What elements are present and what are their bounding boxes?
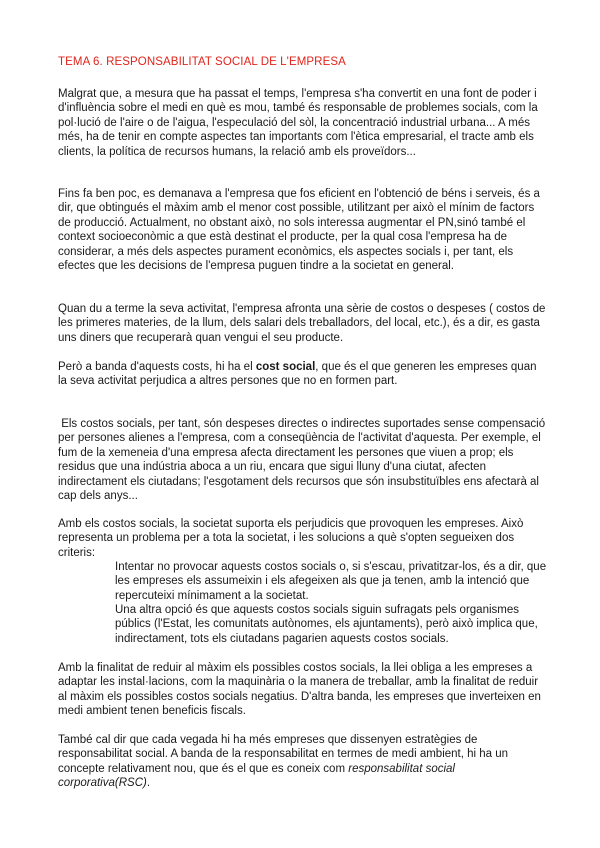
paragraph-social-cost-lead: Però a banda d'aquests costs, hi ha el [58, 361, 256, 373]
paragraph-costs: Quan du a terme la seva activitat, l'empresa afronta una sèrie de costos o despeses ( costos de les primeres materies, de la llum, dels salari dels treballadors, del local, etc.), és a dir, es gasta uns diners que recuperarà quan vengui el seu producte. [58, 303, 546, 344]
paragraph-rsc-tail: . [146, 777, 151, 790]
paragraph-social-cost [58, 360, 548, 389]
document-title: TEMA 6. RESPONSABILITAT SOCIAL DE L'EMPRESA [58, 56, 346, 68]
paragraph-law: Amb la finalitat de reduir al màxim els possibles costos socials, la llei obliga a les empreses a adaptar les instal·lacions, com la maquinària o la manera de treballar, amb la finalitat de reduir al màxim els possibles costos socials negatius. D'altra banda, les empreses que inverteixen en medi ambient tenen beneficis fiscals. [58, 662, 541, 718]
criterion-item: Una altra opció és que aquests costos socials siguin sufragats pels organismes públics (l'Estat, les comunitats autònomes, els ajuntaments), però això implica que, indirectament, tots els ciutadans pagarien aquests costos socials. [115, 604, 538, 645]
paragraph-social-cost-tail: , que és el que generen les empreses quan la seva activitat perjudica a altres persones que no en formen part. [58, 361, 537, 388]
paragraph-rsc [58, 733, 548, 791]
paragraph-intro: Malgrat que, a mesura que ha passat el temps, l'empresa s'ha convertit en una font de poder i d'influència sobre el medi en què es mou, també és responsable de problemes socials, com la pol·lució de l'aire o de l'aigua, l'especulació del sòl, la concentració industrial urbana... A més més, ha de tenir en compte aspectes tan importants com l'ètica empresarial, el tracte amb els clients, la política de recursos humans, la relació amb els proveïdors... [58, 88, 538, 158]
term-cost-social: cost social [255, 361, 316, 373]
paragraph-criteria-intro: Amb els costos socials, la societat suporta els perjudicis que provoquen les empreses. Això representa un problema per a tota la societat, i les solucions a què s'opten segueixen dos criteris: [58, 518, 524, 559]
criterion-item: Intentar no provocar aquests costos socials o, si s'escau, privatitzar-los, és a dir, que les empreses els assumeixin i els afegeixen als que ja tenen, amb la intenció que repercuteixi mínimament a la societat. [115, 561, 547, 602]
paragraph-social-costs-definition: Els costos socials, per tant, són despeses directes o indirectes suportades sense compensació per persones alienes a l'empresa, com a conseqüència de l'activitat d'aquesta. Per exemple, el fum de la xemeneia d'una empresa afecta directament les persones que viuen a prop; els residus que una indústria aboca a un riu, encara que sigui lluny d'una ciutat, afecten indirectament els ciutadans; l'esgotament dels recursos que són insubstituïbles ens afectarà al cap dels anys... [58, 418, 549, 503]
paragraph-efficiency: Fins fa ben poc, es demanava a l'empresa que fos eficient en l'obtenció de béns i serveis, és a dir, que obtingués el màxim amb el menor cost possible, utilitzant per això el mínim de factors de producció. Actualment, no obstant això, no sols interessa augmentar el PN,sinó també el context socioeconòmic a que està destinat el producte, per la qual cosa l'empresa ha de considerar, a més dels aspectes purament econòmics, els aspectes socials i, per tant, els efectes que les decisions de l'empresa puguen tindre a la societat en general. [58, 188, 540, 273]
paragraph-rsc-lead: També cal dir que cada vegada hi ha més empreses que dissenyen estratègies de responsabilitat social. A banda de la responsabilitat en termes de medi ambient, hi ha un concepte relativament nou, que és el que es coneix com [58, 734, 509, 775]
term-rsc: responsabilitat social corporativa(RSC) [58, 762, 455, 790]
